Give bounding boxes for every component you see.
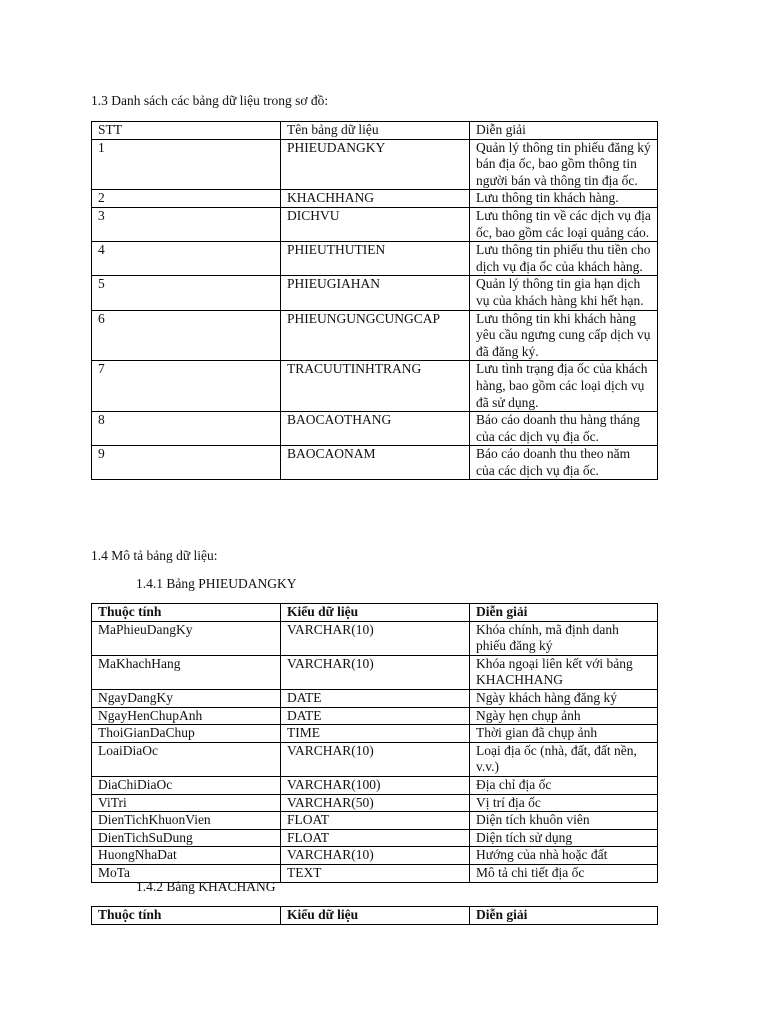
table-cell: Ngày hẹn chụp ảnh <box>470 707 658 725</box>
table-cell: VARCHAR(50) <box>281 794 470 812</box>
table-row <box>92 361 658 412</box>
table-cell: Hướng của nhà hoặc đất <box>470 847 658 865</box>
table-row <box>92 207 658 241</box>
table-row <box>92 310 658 361</box>
table-row <box>92 776 658 794</box>
table-cell: DICHVU <box>281 207 470 241</box>
table-row <box>92 847 658 865</box>
table-cell: PHIEUGIAHAN <box>281 276 470 310</box>
table-cell: TRACUUTINHTRANG <box>281 361 470 412</box>
table-header-row <box>92 604 658 622</box>
table-cell: VARCHAR(10) <box>281 847 470 865</box>
table-cell: BAOCAONAM <box>281 446 470 480</box>
table-cell: 9 <box>92 446 281 480</box>
header-cell: Thuộc tính <box>92 907 281 925</box>
table-cell: Diện tích sử dụng <box>470 829 658 847</box>
header-cell: STT <box>92 122 281 140</box>
table-row <box>92 742 658 776</box>
table-cell: KHACHHANG <box>281 190 470 208</box>
table-cell: FLOAT <box>281 829 470 847</box>
table-cell: 4 <box>92 242 281 276</box>
header-cell: Tên bảng dữ liệu <box>281 122 470 140</box>
header-cell: Kiểu dữ liệu <box>281 604 470 622</box>
table-row <box>92 655 658 689</box>
table-cell: 2 <box>92 190 281 208</box>
table-cell: MoTa <box>92 864 281 882</box>
table-cell: 8 <box>92 412 281 446</box>
table-cell: Lưu thông tin phiếu thu tiền cho dịch vụ địa ốc của khách hàng. <box>470 242 658 276</box>
table-row <box>92 190 658 208</box>
table-cell: MaKhachHang <box>92 655 281 689</box>
table-cell: HuongNhaDat <box>92 847 281 865</box>
table-cell: Lưu tình trạng địa ốc của khách hàng, bao gồm các loại dịch vụ đã sử dụng. <box>470 361 658 412</box>
table-row <box>92 621 658 655</box>
table-cell: VARCHAR(10) <box>281 742 470 776</box>
table-cell: Lưu thông tin khách hàng. <box>470 190 658 208</box>
table-cell: Khóa ngoại liên kết với bảng KHACHHANG <box>470 655 658 689</box>
table-cell: 7 <box>92 361 281 412</box>
table-cell: TIME <box>281 725 470 743</box>
table-cell: NgayDangKy <box>92 689 281 707</box>
table-header-row <box>92 907 658 925</box>
section-1-4-2-heading: 1.4.2 Bảng KHACHANG <box>136 879 276 894</box>
table-row <box>92 139 658 190</box>
table-cell: Mô tả chi tiết địa ốc <box>470 864 658 882</box>
header-cell: Kiểu dữ liệu <box>281 907 470 925</box>
table-cell: Báo cáo doanh thu hàng tháng của các dịch vụ địa ốc. <box>470 412 658 446</box>
table-cell: LoaiDiaOc <box>92 742 281 776</box>
table-cell: Khóa chính, mã định danh phiếu đăng ký <box>470 621 658 655</box>
table-cell: Diện tích khuôn viên <box>470 812 658 830</box>
tables-list-table <box>91 121 658 480</box>
table-row <box>92 725 658 743</box>
table-cell: VARCHAR(10) <box>281 621 470 655</box>
table-cell: 6 <box>92 310 281 361</box>
table-row <box>92 446 658 480</box>
table-cell: 1 <box>92 139 281 190</box>
table-cell: PHIEUDANGKY <box>281 139 470 190</box>
table-row <box>92 707 658 725</box>
table-cell: VARCHAR(10) <box>281 655 470 689</box>
table-cell: ViTri <box>92 794 281 812</box>
table-row <box>92 829 658 847</box>
table-cell: DienTichKhuonVien <box>92 812 281 830</box>
table-cell: 5 <box>92 276 281 310</box>
table-cell: BAOCAOTHANG <box>281 412 470 446</box>
header-cell: Thuộc tính <box>92 604 281 622</box>
table-cell: Lưu thông tin về các dịch vụ địa ốc, bao gồm các loại quảng cáo. <box>470 207 658 241</box>
table-cell: Địa chỉ địa ốc <box>470 776 658 794</box>
table-row <box>92 412 658 446</box>
table-cell: Ngày khách hàng đăng ký <box>470 689 658 707</box>
table-cell: Vị trí địa ốc <box>470 794 658 812</box>
table-row <box>92 242 658 276</box>
table-cell: 3 <box>92 207 281 241</box>
section-1-3-heading: 1.3 Danh sách các bảng dữ liệu trong sơ đồ: <box>91 93 329 108</box>
section-1-4-1-heading: 1.4.1 Bảng PHIEUDANGKY <box>136 576 297 591</box>
section-1-4-heading: 1.4 Mô tả bảng dữ liệu: <box>91 548 218 563</box>
table-cell: MaPhieuDangKy <box>92 621 281 655</box>
table-row <box>92 812 658 830</box>
table-cell: Thời gian đã chụp ảnh <box>470 725 658 743</box>
table-cell: Lưu thông tin khi khách hàng yêu cầu ngưng cung cấp dịch vụ đã đăng ký. <box>470 310 658 361</box>
table-cell: DienTichSuDung <box>92 829 281 847</box>
header-cell: Diễn giải <box>470 122 658 140</box>
table-cell: DATE <box>281 707 470 725</box>
table-cell: Quản lý thông tin phiếu đăng ký bán địa ốc, bao gồm thông tin người bán và thông tin địa ốc. <box>470 139 658 190</box>
khachang-table <box>91 906 658 925</box>
table-row <box>92 794 658 812</box>
table-row <box>92 276 658 310</box>
table-header-row <box>92 122 658 140</box>
phieudangky-table <box>91 603 658 883</box>
table-cell: DATE <box>281 689 470 707</box>
table-cell: Quản lý thông tin gia hạn dịch vụ của khách hàng khi hết hạn. <box>470 276 658 310</box>
table-cell: Báo cáo doanh thu theo năm của các dịch vụ địa ốc. <box>470 446 658 480</box>
table-cell: DiaChiDiaOc <box>92 776 281 794</box>
table-row <box>92 689 658 707</box>
table-cell: TEXT <box>281 864 470 882</box>
table-cell: PHIEUNGUNGCUNGCAP <box>281 310 470 361</box>
table-cell: PHIEUTHUTIEN <box>281 242 470 276</box>
table-cell: NgayHenChupAnh <box>92 707 281 725</box>
table-cell: VARCHAR(100) <box>281 776 470 794</box>
table-cell: Loại địa ốc (nhà, đất, đất nền, v.v.) <box>470 742 658 776</box>
header-cell: Diễn giải <box>470 907 658 925</box>
header-cell: Diễn giải <box>470 604 658 622</box>
table-cell: ThoiGianDaChup <box>92 725 281 743</box>
table-cell: FLOAT <box>281 812 470 830</box>
